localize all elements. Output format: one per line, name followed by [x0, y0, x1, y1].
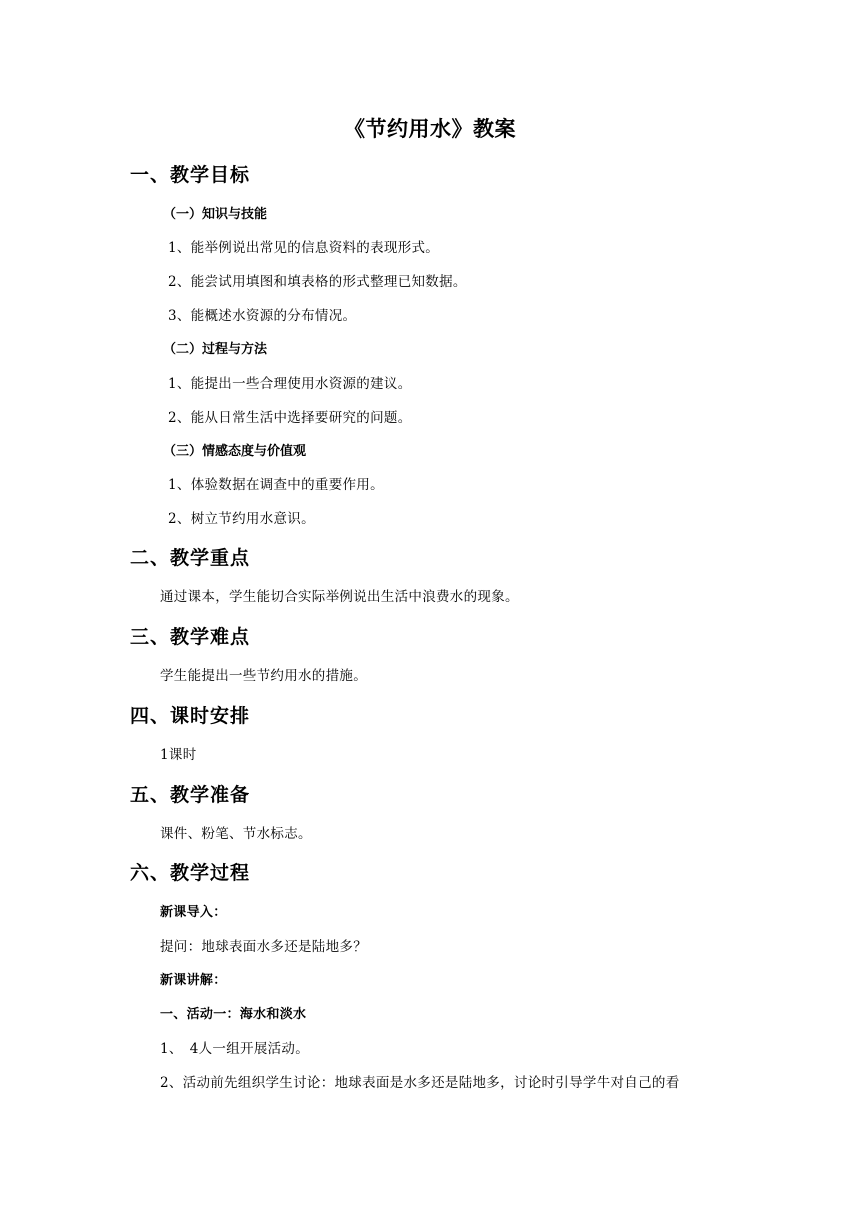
section-heading-difficulties: 三、教学难点	[130, 626, 251, 648]
preparation-text: 课件、粉笔、节水标志。	[160, 826, 312, 842]
knowledge-item-2: 2、能尝试用填图和填表格的形式整理已知数据。	[168, 274, 467, 290]
intro-text: 提问：地球表面水多还是陆地多？	[160, 939, 367, 955]
intro-label: 新课导入：	[160, 905, 227, 920]
subheading-attitude: （三）情感态度与价值观	[163, 444, 307, 459]
knowledge-item-3: 3、能概述水资源的分布情况。	[168, 308, 357, 324]
document-title: 《节约用水》教案	[344, 116, 516, 141]
subheading-knowledge: （一）知识与技能	[163, 207, 268, 222]
attitude-item-1: 1、体验数据在调查中的重要作用。	[168, 477, 384, 493]
subheading-process: （二）过程与方法	[163, 342, 268, 357]
lecture-label: 新课讲解：	[160, 973, 227, 988]
section-heading-schedule: 四、课时安排	[130, 705, 251, 727]
process-item-2: 2、能从日常生活中选择要研究的问题。	[168, 410, 412, 426]
activity1-heading: 一、活动一：海水和淡水	[160, 1007, 307, 1022]
schedule-text: 1课时	[160, 747, 197, 763]
section-heading-objectives: 一、教学目标	[130, 164, 251, 186]
section-heading-key-points: 二、教学重点	[130, 547, 251, 569]
key-points-text: 通过课本，学生能切合实际举例说出生活中浪费水的现象。	[160, 589, 519, 605]
section-heading-procedure: 六、教学过程	[130, 862, 251, 884]
section-heading-preparation: 五、教学准备	[130, 784, 251, 806]
activity-step-1: 1、 4人一组开展活动。	[160, 1041, 310, 1057]
difficulties-text: 学生能提出一些节约用水的措施。	[160, 668, 367, 684]
activity-step-2: 2、活动前先组织学生讨论：地球表面是水多还是陆地多，讨论时引导学牛对自己的看	[160, 1075, 680, 1091]
process-item-1: 1、能提出一些合理使用水资源的建议。	[168, 376, 412, 392]
attitude-item-2: 2、树立节约用水意识。	[168, 511, 315, 527]
knowledge-item-1: 1、能举例说出常见的信息资料的表现形式。	[168, 240, 440, 256]
